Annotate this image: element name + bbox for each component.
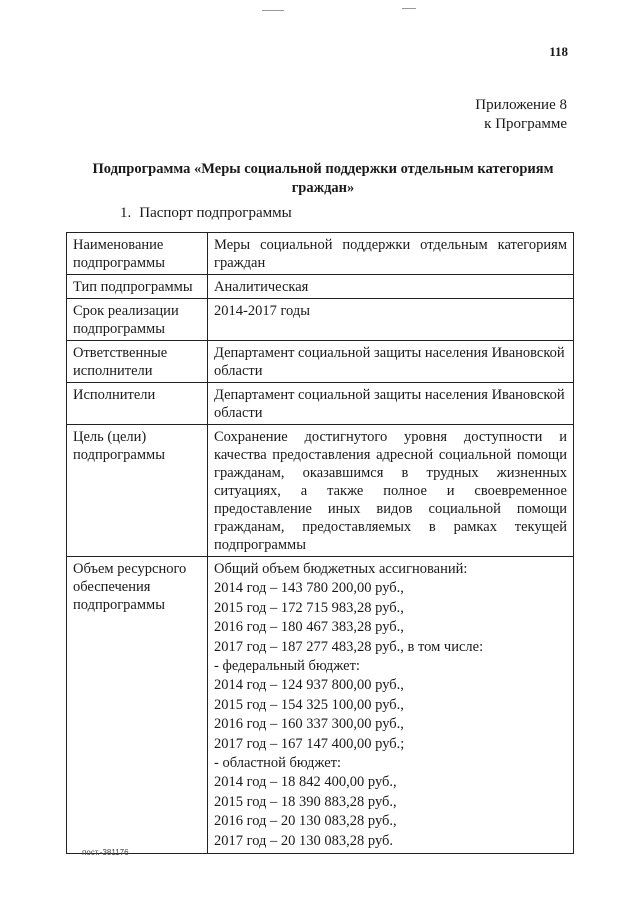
- funding-line: 2017 год – 20 130 083,28 руб.: [214, 832, 394, 849]
- appendix-line-2: к Программе: [484, 116, 567, 132]
- funding-line: 2015 год – 18 390 883,28 руб.,: [214, 793, 397, 810]
- funding-line: 2016 год – 180 467 383,28 руб.,: [214, 619, 404, 636]
- funding-line: 2017 год – 167 147 400,00 руб.;: [214, 735, 405, 752]
- row-label: Цель (цели) подпрограммы: [67, 425, 208, 557]
- section-heading: [120, 205, 292, 222]
- funding-line: 2015 год – 154 325 100,00 руб.,: [214, 696, 404, 713]
- row-value: Меры социальной поддержки отдельным категориям граждан: [208, 233, 574, 275]
- row-label: Объем ресурсного обеспечения подпрограммы: [67, 557, 208, 854]
- row-label: Наименование подпрограммы: [67, 233, 208, 275]
- table-row: [67, 275, 574, 299]
- funding-cell: [208, 557, 574, 854]
- funding-line: 2014 год – 143 780 200,00 руб.,: [214, 580, 404, 597]
- table-row: [67, 233, 574, 275]
- funding-line: 2015 год – 172 715 983,28 руб.,: [214, 599, 404, 616]
- document-code: пост.-381176: [82, 848, 129, 857]
- funding-line: 2017 год – 187 277 483,28 руб., в том числе:: [214, 638, 484, 655]
- row-value: 2014-2017 годы: [208, 299, 574, 341]
- row-value: Сохранение достигнутого уровня доступности и качества предоставления адресной социальной помощи гражданам, оказавшимся в трудных жизненных ситуациях, а также полное и своевременное предоставление иных видов социальной помощи гражданам, предоставляемых в рамках текущей подпрограммы: [208, 425, 574, 557]
- funding-line: - федеральный бюджет:: [214, 658, 360, 675]
- row-label: Ответственные исполнители: [67, 341, 208, 383]
- funding-line: 2016 год – 160 337 300,00 руб.,: [214, 716, 404, 733]
- funding-line: 2016 год – 20 130 083,28 руб.,: [214, 813, 397, 830]
- row-value: Департамент социальной защиты населения Ивановской области: [208, 341, 574, 383]
- row-value: Департамент социальной защиты населения Ивановской области: [208, 383, 574, 425]
- appendix-note: [380, 96, 567, 134]
- scan-artifact-line: [402, 8, 416, 9]
- row-label: Тип подпрограммы: [67, 275, 208, 299]
- appendix-line-1: Приложение 8: [475, 97, 567, 113]
- table-row: [67, 299, 574, 341]
- section-number: 1.: [120, 205, 132, 221]
- document-title: Подпрограмма «Меры социальной поддержки отдельным категориям граждан»: [92, 161, 554, 196]
- funding-line: Общий объем бюджетных ассигнований:: [214, 561, 468, 577]
- scan-artifact-line: [262, 10, 284, 11]
- funding-line: 2014 год – 18 842 400,00 руб.,: [214, 774, 397, 791]
- row-label: Срок реализации подпрограммы: [67, 299, 208, 341]
- passport-table: [66, 232, 574, 854]
- funding-line: 2014 год – 124 937 800,00 руб.,: [214, 677, 404, 694]
- table-row: [67, 425, 574, 557]
- section-heading-text: Паспорт подпрограммы: [139, 205, 292, 221]
- table-row: [67, 383, 574, 425]
- row-label: Исполнители: [67, 383, 208, 425]
- funding-line: - областной бюджет:: [214, 755, 342, 772]
- page-number: 118: [549, 44, 568, 59]
- table-row: [67, 557, 574, 854]
- table-row: [67, 341, 574, 383]
- row-value: Аналитическая: [208, 275, 574, 299]
